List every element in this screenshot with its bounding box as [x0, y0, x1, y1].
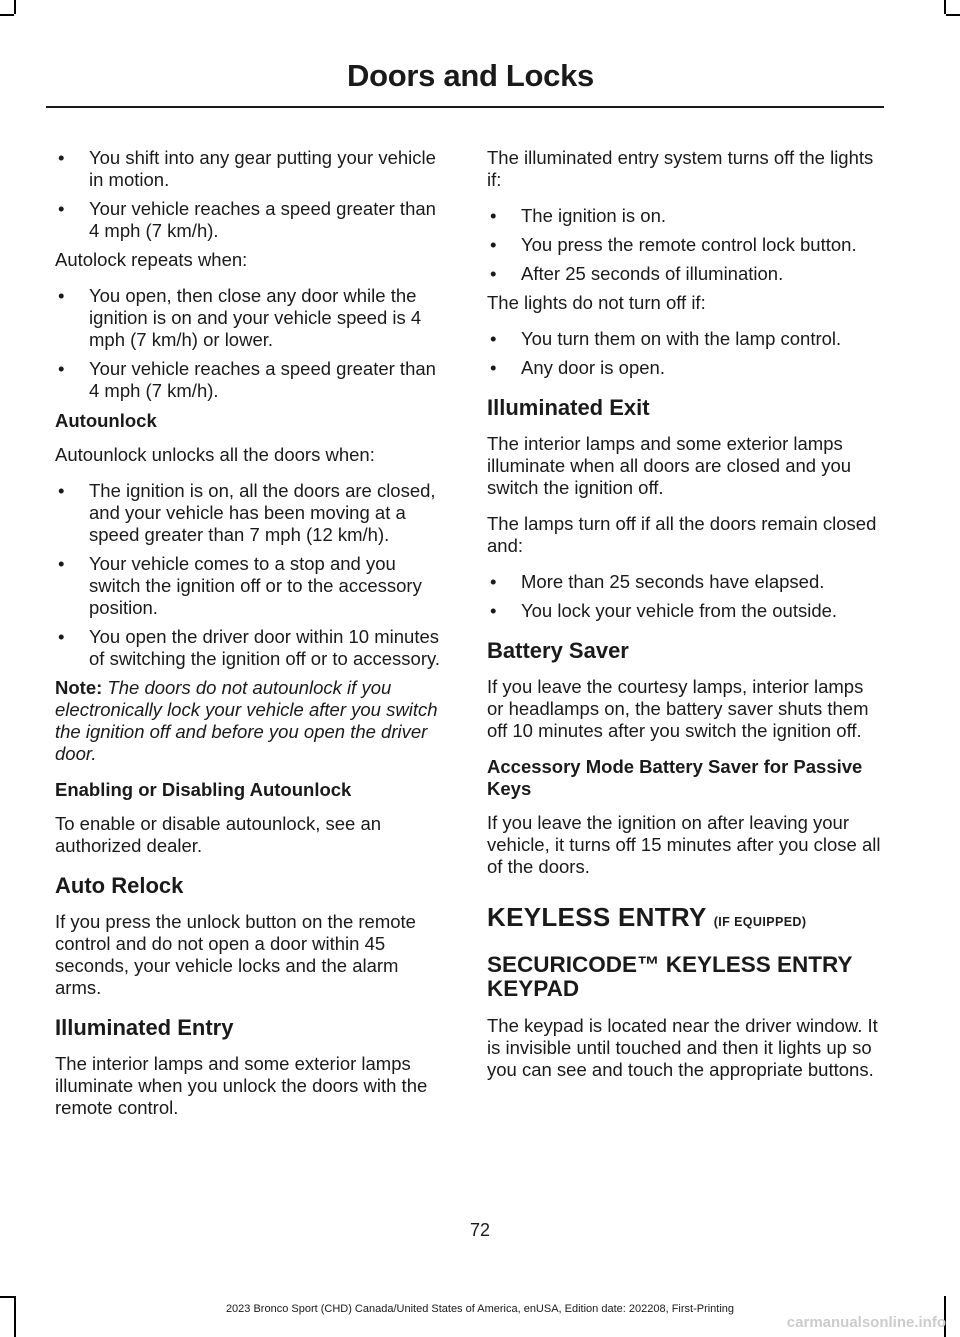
battery-saver-text: If you leave the courtesy lamps, interior lamps or headlamps on, the battery saver shuts them off 10 minutes after you switch the ignition off.	[487, 676, 869, 741]
list-item: • You open, then close any door while the ignition is on and your vehicle speed is 4 mph (7 km/h) or lower.	[58, 285, 422, 350]
note-text: The doors do not autounlock if you electronically lock your vehicle after you switch the ignition off and before you open the driver door.	[55, 677, 438, 764]
list-item: • Your vehicle reaches a speed greater than 4 mph (7 km/h).	[58, 198, 436, 241]
accessory-mode-text: If you leave the ignition on after leaving your vehicle, it turns off 15 minutes after you close all of the doors.	[487, 812, 881, 877]
list-item: • Your vehicle comes to a stop and you switch the ignition off or to the accessory position.	[58, 553, 422, 618]
exit-off-intro: The lamps turn off if all the doors remain closed and:	[487, 513, 877, 556]
keypad-text: The keypad is located near the driver window. It is invisible until touched and then it lights up so you can see and touch the appropriate buttons.	[487, 1015, 878, 1080]
page-number: 72	[469, 1220, 491, 1240]
list-item: • The ignition is on, all the doors are closed, and your vehicle has been moving at a speed greater than 7 mph (12 km/h).	[58, 480, 436, 545]
list-item: • More than 25 seconds have elapsed.	[490, 571, 825, 592]
autounlock-intro: Autounlock unlocks all the doors when:	[55, 444, 375, 465]
lights-stay-on-list	[487, 328, 881, 379]
list-item: • The ignition is on.	[490, 205, 667, 226]
autolock-repeat-intro: Autolock repeats when:	[55, 249, 248, 270]
lights-stay-on-intro: The lights do not turn off if:	[487, 292, 706, 313]
illuminated-entry-text: The interior lamps and some exterior lamps illuminate when you unlock the doors with the remote control.	[55, 1053, 428, 1118]
if-equipped-label: (IF EQUIPPED)	[713, 915, 807, 929]
crop-mark	[0, 1296, 14, 1298]
auto-relock-text: If you press the unlock button on the remote control and do not open a door within 45 seconds, your vehicle locks and the alarm arms.	[55, 911, 416, 998]
entry-off-intro: The illuminated entry system turns off the lights if:	[487, 147, 874, 190]
right-column	[487, 147, 881, 1095]
crop-mark	[14, 0, 16, 14]
battery-saver-heading: Battery Saver	[487, 638, 629, 663]
auto-relock-heading: Auto Relock	[55, 873, 184, 898]
watermark: carmanualsonline.info	[786, 1314, 946, 1331]
illuminated-exit-heading: Illuminated Exit	[487, 395, 650, 420]
crop-mark	[0, 14, 14, 16]
autolock-conditions-list	[55, 147, 449, 242]
accessory-mode-heading: Accessory Mode Battery Saver for Passive Keys	[487, 756, 863, 799]
keyless-entry-heading: KEYLESS ENTRY (IF EQUIPPED)	[487, 902, 807, 932]
crop-mark	[946, 14, 960, 16]
enable-autounlock-text: To enable or disable autounlock, see an authorized dealer.	[55, 813, 382, 856]
crop-mark	[944, 0, 946, 14]
list-item: • Any door is open.	[490, 357, 665, 378]
list-item: • Your vehicle reaches a speed greater than 4 mph (7 km/h).	[58, 358, 436, 401]
page-title: Doors and Locks	[347, 58, 594, 93]
list-item: • You press the remote control lock button.	[490, 234, 857, 255]
autounlock-heading: Autounlock	[55, 410, 157, 431]
list-item: • You shift into any gear putting your vehicle in motion.	[58, 147, 436, 190]
illuminated-exit-text: The interior lamps and some exterior lamps illuminate when all doors are closed and you switch the ignition off.	[487, 433, 852, 498]
entry-off-list	[487, 205, 881, 285]
list-item: • You turn them on with the lamp control.	[490, 328, 842, 349]
enable-autounlock-heading: Enabling or Disabling Autounlock	[55, 779, 352, 800]
header-divider	[46, 106, 884, 108]
list-item: • You lock your vehicle from the outside.	[490, 600, 838, 621]
autolock-repeat-list	[55, 285, 449, 402]
list-item: • After 25 seconds of illumination.	[490, 263, 784, 284]
list-item: • You open the driver door within 10 minutes of switching the ignition off or to accessory.	[58, 626, 440, 669]
note-label: Note:	[55, 677, 103, 698]
note	[55, 677, 449, 765]
exit-off-list	[487, 571, 881, 622]
autounlock-list	[55, 480, 449, 670]
left-column	[55, 147, 449, 1133]
keypad-heading: SECURICODE™ KEYLESS ENTRY KEYPAD	[487, 952, 853, 1001]
footer-edition-info: 2023 Bronco Sport (CHD) Canada/United States of America, enUSA, Edition date: 202208, First-Printing	[225, 1303, 735, 1315]
illuminated-entry-heading: Illuminated Entry	[55, 1015, 234, 1040]
